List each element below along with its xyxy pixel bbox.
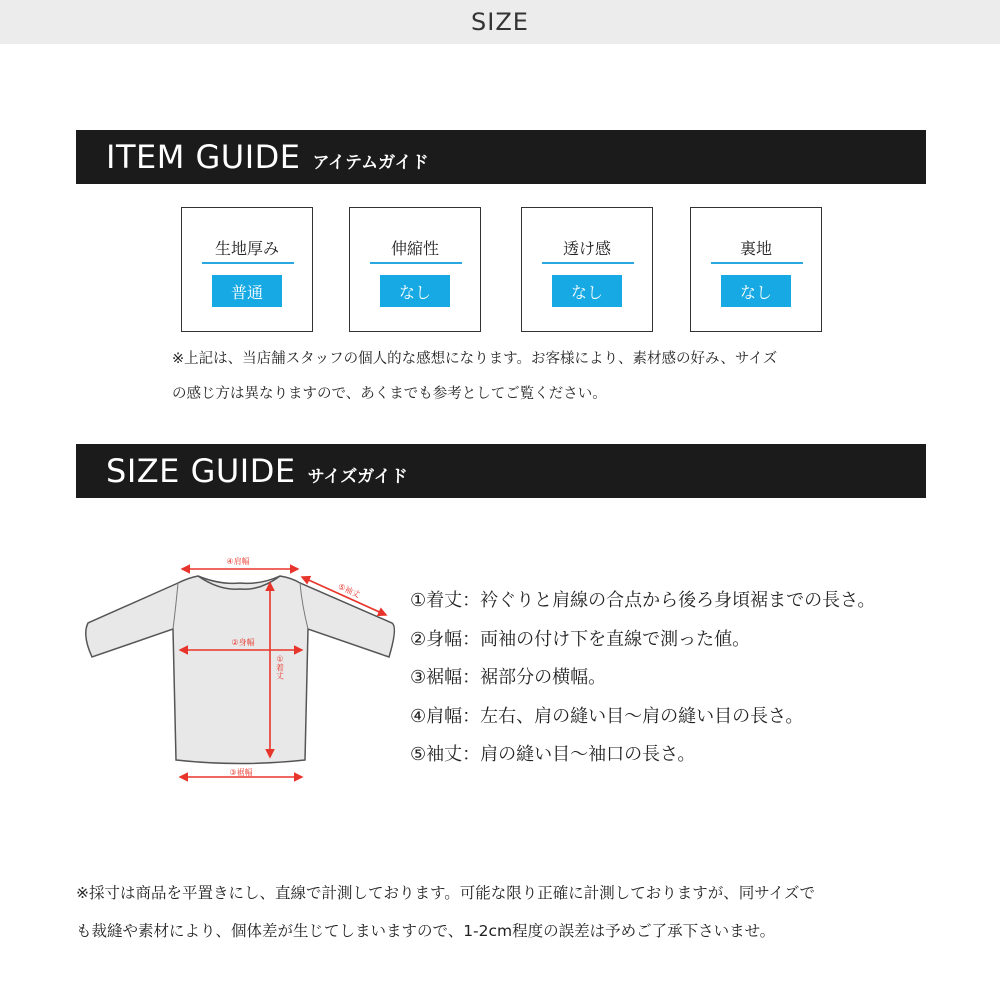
size-guide-banner: [76, 444, 926, 498]
chest-measure-label: ②身幅: [231, 638, 255, 647]
measurement-item: ①着丈：衿ぐりと肩線の合点から後ろ身頃裾までの長さ。: [410, 590, 876, 611]
guide-divider: [202, 262, 294, 264]
length-measure-label: ①着丈: [275, 654, 285, 680]
size-guide-title: SIZE GUIDE: [106, 452, 296, 490]
item-guide-subtitle: アイテムガイド: [312, 152, 429, 173]
measurement-item: ③裾幅：裾部分の横幅。: [410, 667, 607, 688]
note-line: ※採寸は商品を平置きにし、直線で計測しております。可能な限り正確に計測しておりますが、同サイズで: [76, 884, 816, 902]
note-line: も裁縫や素材により、個体差が生じてしまいますので、1-2cm程度の誤差は予めご了承下さいませ。: [76, 922, 776, 940]
measurement-item: ②身幅：両袖の付け下を直線で測った値。: [410, 628, 751, 650]
guide-value: なし: [380, 275, 450, 307]
tshirt-diagram: [80, 545, 400, 790]
page-title: SIZE: [471, 8, 529, 36]
size-guide-note: [76, 874, 815, 950]
guide-box-stretch: [349, 207, 481, 332]
size-guide-subtitle: サイズガイド: [307, 466, 408, 487]
guide-box-sheerness: [521, 207, 653, 332]
guide-box-lining: [690, 207, 822, 332]
guide-label: 透け感: [562, 239, 611, 258]
shoulder-measure-label: ④肩幅: [226, 557, 250, 566]
guide-value: なし: [721, 275, 791, 307]
item-guide-title: ITEM GUIDE: [106, 138, 301, 176]
guide-value: 普通: [212, 275, 282, 307]
guide-value: なし: [552, 275, 622, 307]
item-guide-banner: [76, 130, 926, 184]
note-line: ※上記は、当店舗スタッフの個人的な感想になります。お客様により、素材感の好み、サイズ: [172, 351, 778, 367]
guide-divider: [542, 262, 634, 264]
guide-label: 裏地: [739, 239, 772, 258]
page-header: [0, 0, 1000, 44]
item-guide-note: [172, 342, 777, 412]
guide-label: 伸縮性: [390, 239, 439, 258]
guide-divider: [711, 262, 803, 264]
guide-divider: [370, 262, 462, 264]
hem-measure-label: ③裾幅: [229, 768, 253, 777]
tshirt-outline: [86, 576, 395, 764]
measurement-item: ④肩幅：左右、肩の縫い目〜肩の縫い目の長さ。: [410, 705, 804, 727]
guide-label: 生地厚み: [214, 239, 279, 258]
guide-box-thickness: [181, 207, 313, 332]
sleeve-measure-label: ⑤袖丈: [336, 581, 362, 600]
measurement-item: ⑤袖丈：肩の縫い目〜袖口の長さ。: [410, 744, 696, 765]
measurement-list: [410, 582, 875, 775]
note-line: の感じ方は異なりますので、あくまでも参考としてご覧ください。: [172, 386, 607, 402]
